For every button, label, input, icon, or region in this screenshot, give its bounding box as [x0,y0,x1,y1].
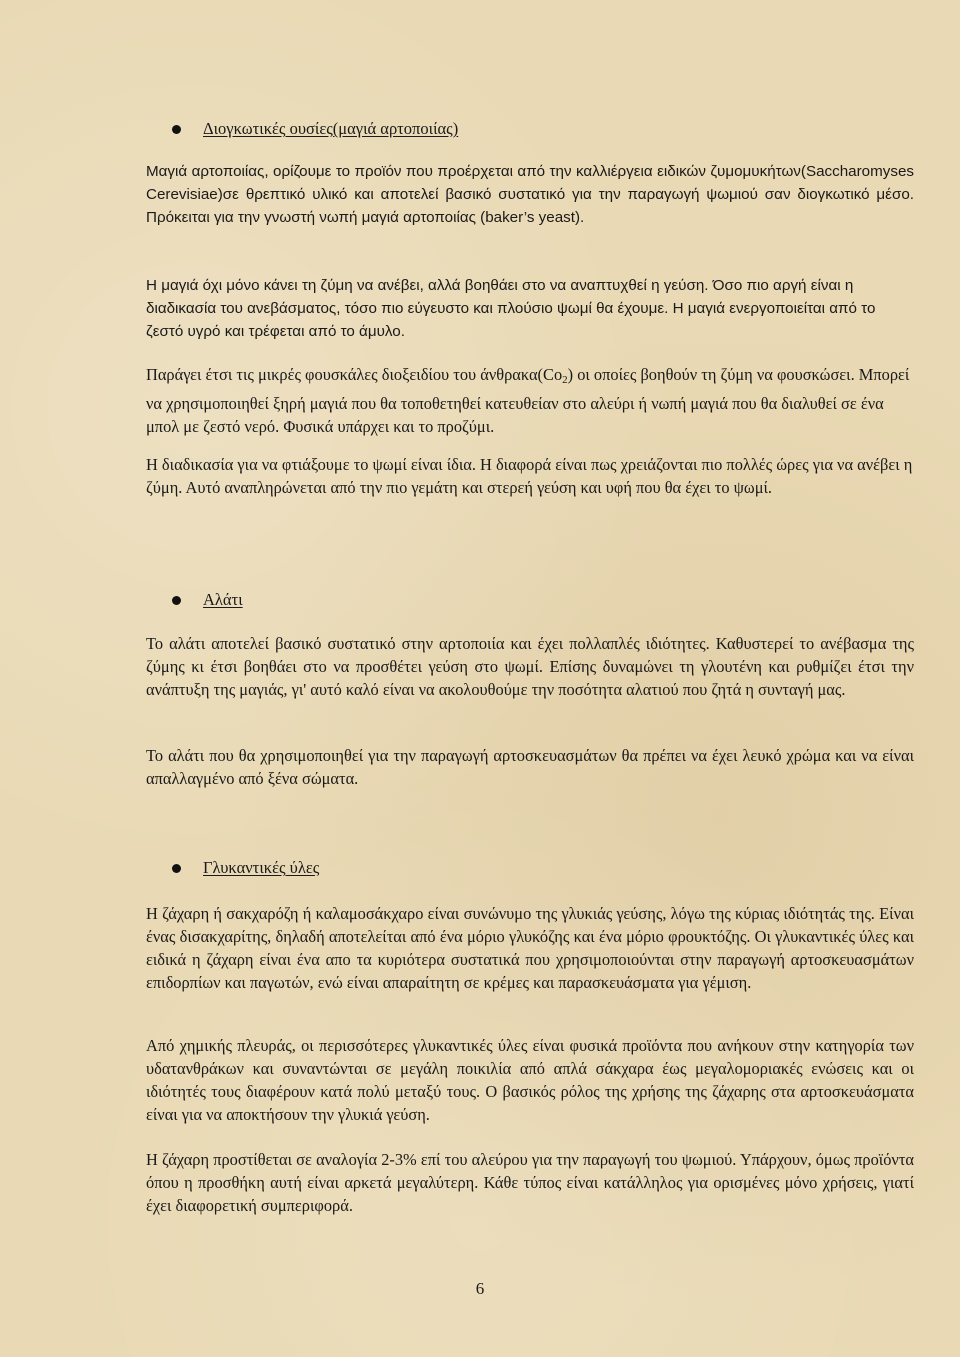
paragraph: Η ζάχαρη προστίθεται σε αναλογία 2-3% επί του αλεύρου για την παραγωγή του ψωμιού. Υπάρχουν, όμως προϊόντα όπου η προσθήκη αυτή είναι αρκετά μεγαλύτερη. Κάθε τύπος είναι κατάλληλος για ορισμένες μόνο χρήσεις, γιατί έχει διαφορετική συμπεριφορά. [146,1150,914,1215]
section-heading-yeast [172,118,458,140]
paragraph-text-after: ) οι οποίες βοηθούν τη ζύμη να φουσκώσει. Μπορεί να χρησιμοποιηθεί ξηρή μαγιά που θα τοποθετηθεί κατευθείαν στο αλεύρι ή νωπή μαγιά που θα διαλυθεί σε ένα μπολ με ζεστό νερό. Φυσικά υπάρχει και το προζύμι. [146,365,910,436]
section-heading-salt [172,589,243,611]
paragraph: Από χημικής πλευράς, οι περισσότερες γλυκαντικές ύλες είναι φυσικά προϊόντα που ανήκουν στην κατηγορία των υδατανθράκων και συναντώνται σε μεγάλη ποικιλία από απλά σάκχαρα έως μεγαλομοριακές ενώσεις και οι ιδιότητές τους διαφέρουν κατά πολύ μεταξύ τους. Ο βασικός ρόλος της χρήσης της ζάχαρης στα αρτοσκευάσματα είναι για να αποκτήσουν την γλυκιά γεύση. [146,1036,914,1124]
paragraph: Μαγιά αρτοποιίας, ορίζουμε το προϊόν που προέρχεται από την καλλιέργεια ειδικών ζυμομυκήτων(Saccharomyses Cerevisiae)σε θρεπτικό υλικό και αποτελεί βασικό συστατικό για την παραγωγή ψωμιού σαν διογκωτικό μέσο. Πρόκειται για την γνωστή νωπή μαγιά αρτοποιίας (baker’s yeast). [146,163,914,226]
paragraph [146,363,914,438]
heading-text: Αλάτι [203,590,243,609]
section-heading-sweeteners [172,857,319,879]
paragraph: Η διαδικασία για να φτιάξουμε το ψωμί είναι ίδια. Η διαφορά είναι πως χρειάζονται πιο πολλές ώρες για να ανέβει η ζύμη. Αυτό αναπληρώνεται από την πιο γεμάτη και στερεή γεύση και υφή που θα έχει το ψωμί. [146,455,913,497]
paragraph: Το αλάτι που θα χρησιμοποιηθεί για την παραγωγή αρτοσκευασμάτων θα πρέπει να έχει λευκό χρώμα και να είναι απαλλαγμένο από ξένα σώματα. [146,746,914,788]
paragraph-text-before: Παράγει έτσι τις μικρές φουσκάλες διοξειδίου του άνθρακα(Co [146,365,563,384]
heading-text: Γλυκαντικές ύλες [203,858,320,877]
bullet-icon [172,864,181,873]
paragraph: Η ζάχαρη ή σακχαρόζη ή καλαμοσάκχαρο είναι συνώνυμο της γλυκιάς γεύσης, λόγω της κύριας ιδιότητάς της. Είναι ένας δισακχαρίτης, δηλαδή αποτελείται από ένα μόριο γλυκόζης και ένα μόριο φρουκτόζης. Οι γλυκαντικές ύλες και ειδικά η ζάχαρη είναι ένα απο τα κυριότερα συστατικά που χρησιμοποιούνται στην παραγωγή αρτοσκευασμάτων επιδορπίων και παγωτών, ενώ είναι απαραίτητη σε κρέμες και παρασκευάσματα για γέμιση. [146,904,914,992]
paragraph: Η μαγιά όχι μόνο κάνει τη ζύμη να ανέβει, αλλά βοηθάει στο να αναπτυχθεί η γεύση. Όσο πιο αργή είναι η διαδικασία του ανεβάσματος, τόσο πιο εύγευστο και πλούσιο ψωμί θα έχουμε. Η μαγιά ενεργοποιείται από το ζεστό υγρό και τρέφεται από το άμυλο. [146,277,876,340]
heading-text: Διογκωτικές ουσίες(μαγιά αρτοποιίας) [203,119,459,138]
page-number: 6 [475,1279,485,1298]
bullet-icon [172,125,181,134]
subscript-text: 2 [562,374,568,386]
bullet-icon [172,596,181,605]
paragraph: Το αλάτι αποτελεί βασικό συστατικό στην αρτοποιία και έχει πολλαπλές ιδιότητες. Καθυστερεί το ανέβασμα της ζύμης κι έτσι βοηθάει στο να προσθέτει γεύση στο ψωμί. Επίσης δυναμώνει τη γλουτένη και ρυθμίζει έτσι την ανάπτυξη της μαγιάς, γι' αυτό καλό είναι να ακολουθούμε την ποσότητα αλατιού που ζητά η συνταγή μας. [146,634,914,699]
